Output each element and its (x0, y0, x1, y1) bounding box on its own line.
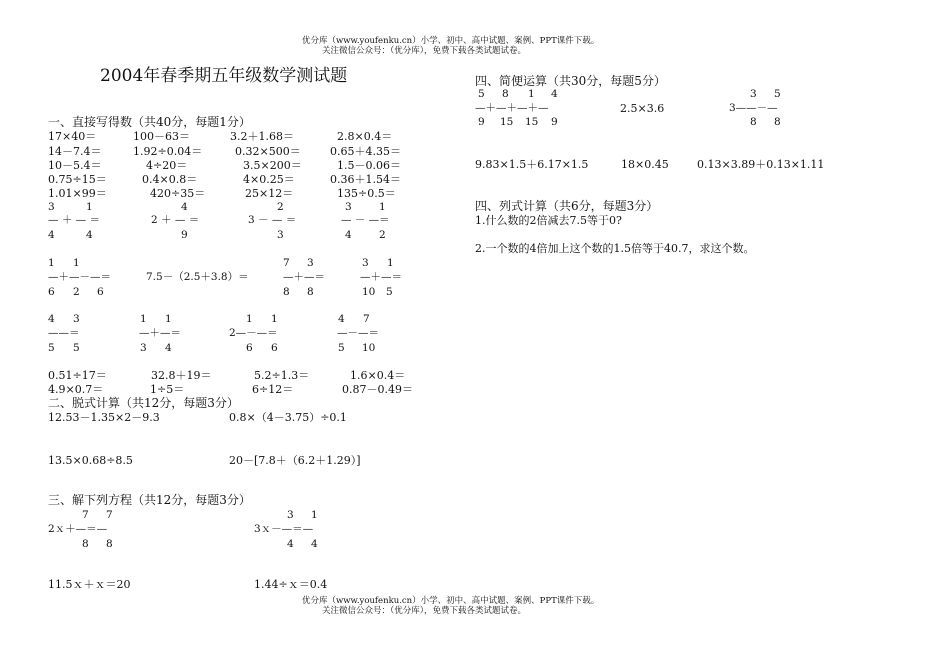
denominator: 3 (140, 342, 147, 354)
problem: 11.5ｘ＋ｘ＝20 (48, 578, 131, 591)
denominator: 15 (500, 116, 514, 128)
numerator: 7 (106, 509, 113, 521)
numerator: 7 (363, 313, 370, 325)
fraction-expression: 3 － — ＝ (248, 214, 297, 226)
equation-expression: 2ｘ＋—＝— (48, 523, 108, 535)
numerator: 2 (277, 201, 284, 213)
problem: 4÷20＝ (146, 159, 188, 172)
problem: 420÷35＝ (150, 187, 206, 200)
problem: 18×0.45 (621, 158, 669, 171)
word-problem: 1.什么数的2倍减去7.5等于0? (475, 214, 622, 227)
numerator: 1 (379, 201, 386, 213)
denominator: 2 (379, 229, 386, 241)
denominator: 5 (386, 286, 393, 298)
numerator: 1 (271, 313, 278, 325)
problem: 14－7.4＝ (48, 145, 102, 158)
section1-heading: 一、直接写得数（共40分，每题1分） (48, 115, 251, 129)
problem: 4.9×0.7＝ (48, 383, 104, 396)
problem: 17×40＝ (48, 130, 97, 143)
denominator: 4 (287, 538, 294, 550)
numerator: 3 (750, 88, 757, 100)
problem: 1.44÷ｘ＝0.4 (254, 578, 328, 591)
denominator: 6 (97, 286, 104, 298)
fraction-expression: —－—＝ (337, 327, 379, 339)
denominator: 5 (48, 342, 55, 354)
denominator: 6 (271, 342, 278, 354)
fraction-expression: — － —＝ (341, 214, 390, 226)
problem: 0.75÷15＝ (48, 173, 107, 186)
numerator: 1 (311, 509, 318, 521)
denominator: 10 (362, 286, 376, 298)
problem: 10－5.4＝ (48, 159, 102, 172)
denominator: 4 (345, 229, 352, 241)
problem: 1.92÷0.04＝ (133, 145, 203, 158)
problem: 0.4×0.8＝ (142, 173, 198, 186)
equation-expression: 3ｘ－—＝— (254, 523, 314, 535)
problem: 0.65＋4.35＝ (330, 145, 401, 158)
numerator: 1 (387, 257, 394, 269)
problem: 0.32×500＝ (235, 145, 301, 158)
problem: 9.83×1.5＋6.17×1.5 (475, 158, 589, 171)
fraction-expression: —＋—＝ (360, 271, 402, 283)
denominator: 4 (86, 229, 93, 241)
numerator: 3 (73, 313, 80, 325)
numerator: 7 (82, 509, 89, 521)
numerator: 1 (48, 257, 55, 269)
denominator: 6 (246, 342, 253, 354)
numerator: 1 (86, 201, 93, 213)
numerator: 5 (774, 88, 781, 100)
denominator: 5 (338, 342, 345, 354)
fraction-expression: —＋—＝ (283, 271, 325, 283)
numerator: 4 (48, 313, 55, 325)
denominator: 8 (774, 116, 781, 128)
denominator: 9 (551, 116, 558, 128)
watermark-line-1: 优分库（www.youfenku.cn）小学、初中、高中试题、案例、PPT课件下载。 (302, 596, 600, 606)
section2-heading: 二、脱式计算（共12分，每题3分） (48, 396, 239, 410)
fraction-expression: 2 ＋ — ＝ (151, 214, 200, 226)
denominator: 4 (165, 342, 172, 354)
denominator: 3 (277, 229, 284, 241)
problem: 0.87－0.49＝ (342, 383, 413, 396)
problem: 13.5×0.68÷8.5 (48, 454, 133, 467)
numerator: 1 (165, 313, 172, 325)
problem: 135÷0.5＝ (337, 187, 396, 200)
problem: 12.53－1.35×2－9.3 (48, 411, 160, 424)
denominator: 15 (525, 116, 539, 128)
problem: 0.36＋1.54＝ (330, 173, 401, 186)
numerator: 3 (362, 257, 369, 269)
denominator: 8 (106, 538, 113, 550)
numerator: 1 (140, 313, 147, 325)
numerator: 7 (283, 257, 290, 269)
page-title: 2004年春季期五年级数学测试题 (100, 66, 348, 86)
fraction-expression: —＋—－—＝ (48, 271, 111, 283)
numerator: 3 (307, 257, 314, 269)
fraction-expression: —＋—＋—＋— (475, 102, 549, 114)
watermark-line-2: 关注微信公众号：（优分库），免费下载各类试题试卷。 (322, 46, 527, 56)
problem: 1÷5＝ (150, 383, 185, 396)
numerator: 3 (48, 201, 55, 213)
problem: 1.01×99＝ (48, 187, 107, 200)
denominator: 4 (311, 538, 318, 550)
problem: 25×12＝ (245, 187, 294, 200)
problem: 2.5×3.6 (620, 102, 665, 115)
denominator: 8 (307, 286, 314, 298)
denominator: 8 (283, 286, 290, 298)
numerator: 1 (246, 313, 253, 325)
numerator: 4 (338, 313, 345, 325)
denominator: 9 (478, 116, 485, 128)
problem: 3.2＋1.68＝ (230, 130, 294, 143)
denominator: 8 (82, 538, 89, 550)
denominator: 10 (362, 342, 376, 354)
numerator: 8 (502, 88, 509, 100)
fraction-expression: ——＝ (48, 327, 80, 339)
numerator: 1 (73, 257, 80, 269)
numerator: 4 (551, 88, 558, 100)
problem: 0.51÷17＝ (48, 369, 107, 382)
problem: 6÷12＝ (252, 383, 294, 396)
problem: 1.5－0.06＝ (337, 159, 401, 172)
problem: 1.6×0.4＝ (350, 369, 406, 382)
problem: 0.8×（4－3.75）÷0.1 (229, 411, 347, 424)
problem: 4×0.25＝ (243, 173, 295, 186)
problem: 0.13×3.89＋0.13×1.11 (697, 158, 825, 171)
fraction-expression: — ＋ — ＝ (48, 214, 101, 226)
fraction-expression: —＋—＝ (139, 327, 181, 339)
problem: 2.8×0.4＝ (337, 130, 393, 143)
denominator: 4 (48, 229, 55, 241)
watermark-line-2: 关注微信公众号：（优分库），免费下载各类试题试卷。 (322, 606, 527, 616)
section4-heading: 四、简便运算（共30分，每题5分） (475, 74, 666, 88)
numerator: 3 (287, 509, 294, 521)
denominator: 2 (73, 286, 80, 298)
problem: 100－63＝ (133, 130, 190, 143)
denominator: 9 (181, 229, 188, 241)
denominator: 6 (48, 286, 55, 298)
problem: 3.5×200＝ (243, 159, 302, 172)
numerator: 1 (528, 88, 535, 100)
numerator: 5 (478, 88, 485, 100)
problem: 5.2÷1.3＝ (254, 369, 310, 382)
watermark-line-1: 优分库（www.youfenku.cn）小学、初中、高中试题、案例、PPT课件下载。 (302, 36, 600, 46)
numerator: 3 (345, 201, 352, 213)
fraction-expression: 2—－—＝ (229, 327, 278, 339)
fraction-expression: 7.5－（2.5＋3.8）＝ (146, 271, 249, 283)
fraction-expression: 3——－— (729, 102, 778, 114)
section5-heading: 四、列式计算（共6分，每题3分） (475, 199, 659, 213)
section3-heading: 三、解下列方程（共12分，每题3分） (48, 493, 251, 507)
numerator: 4 (181, 201, 188, 213)
word-problem: 2.一个数的4倍加上这个数的1.5倍等于40.7，求这个数。 (475, 242, 755, 255)
problem: 20－[7.8＋（6.2＋1.29）] (229, 454, 361, 467)
problem: 32.8＋19＝ (151, 369, 212, 382)
denominator: 5 (73, 342, 80, 354)
denominator: 8 (750, 116, 757, 128)
